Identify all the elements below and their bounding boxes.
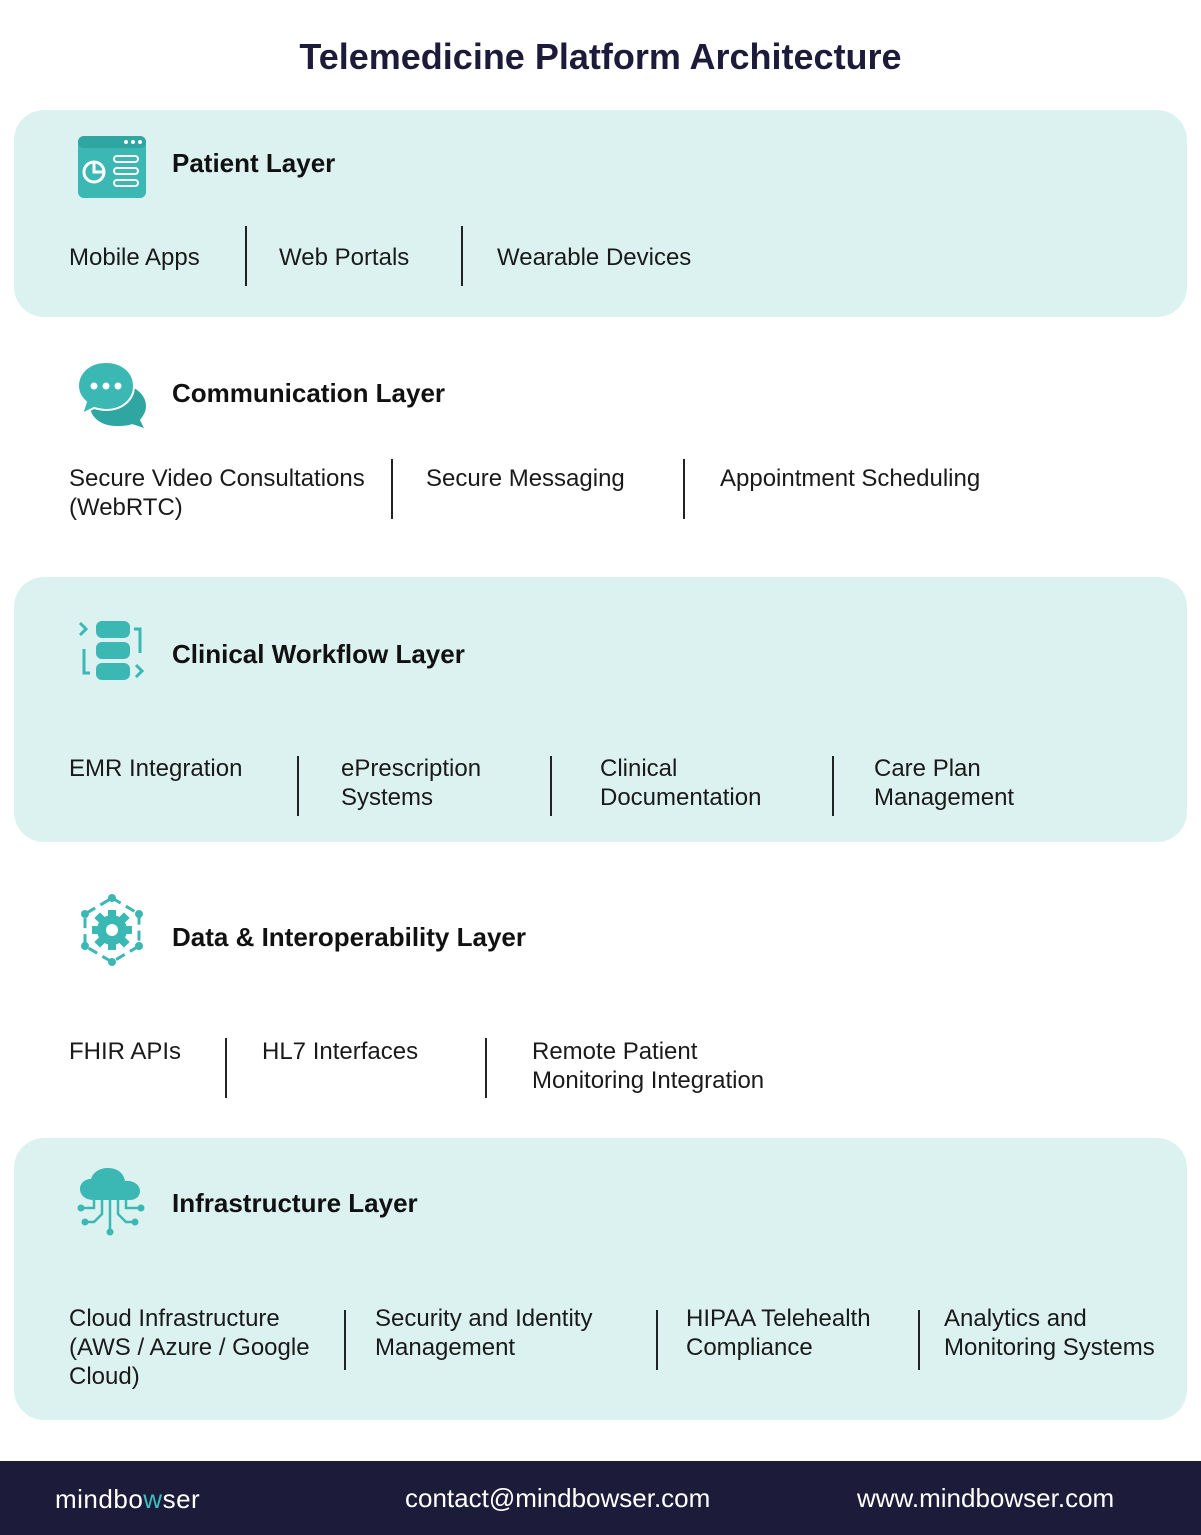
divider xyxy=(550,756,552,816)
patient-layer xyxy=(14,110,1187,317)
layer-item: HL7 Interfaces xyxy=(262,1038,419,1065)
layer-item: Appointment Scheduling xyxy=(720,465,981,492)
divider xyxy=(918,1310,920,1370)
layer-item: Analytics and Monitoring Systems xyxy=(944,1305,1155,1361)
divider xyxy=(297,756,299,816)
dashboard-icon xyxy=(76,132,148,204)
divider xyxy=(245,226,247,286)
cloud-circuit-icon xyxy=(76,1166,148,1238)
layer-item: FHIR APIs xyxy=(69,1038,182,1065)
layer-title: Clinical Workflow Layer xyxy=(172,639,465,669)
layer-title: Patient Layer xyxy=(172,148,336,178)
divider xyxy=(656,1310,658,1370)
data-interoperability-layer xyxy=(14,870,1187,1115)
layer-item: Wearable Devices xyxy=(497,244,692,271)
layer-title: Communication Layer xyxy=(172,378,446,408)
footer xyxy=(0,1461,1201,1535)
database-sync-icon xyxy=(76,615,148,687)
communication-layer xyxy=(14,340,1187,550)
layer-item: EMR Integration xyxy=(69,755,243,782)
divider xyxy=(683,459,685,519)
website-link[interactable]: www.mindbowser.com xyxy=(857,1483,1115,1513)
divider xyxy=(344,1310,346,1370)
layer-item: Mobile Apps xyxy=(69,244,200,271)
clinical-workflow-layer xyxy=(14,577,1187,842)
layer-title: Data & Interoperability Layer xyxy=(172,922,526,952)
brand-logo xyxy=(55,1483,200,1515)
divider xyxy=(832,756,834,816)
layer-item: HIPAA Telehealth Compliance xyxy=(686,1305,871,1361)
layer-item: Cloud Infrastructure (AWS / Azure / Google Cloud) xyxy=(69,1305,310,1390)
divider xyxy=(461,226,463,286)
page-title: Telemedicine Platform Architecture xyxy=(299,36,902,77)
chat-bubbles-icon xyxy=(76,358,148,430)
divider xyxy=(391,459,393,519)
logo-part: mindbo xyxy=(55,1484,144,1514)
layer-item: Care Plan Management xyxy=(874,755,1015,811)
divider xyxy=(485,1038,487,1098)
logo-part: w xyxy=(143,1484,163,1514)
layer-item: Clinical Documentation xyxy=(600,755,762,811)
contact-email[interactable]: contact@mindbowser.com xyxy=(405,1483,711,1513)
gear-network-icon xyxy=(76,894,148,966)
layer-item: Remote Patient Monitoring Integration xyxy=(532,1038,765,1094)
divider xyxy=(225,1038,227,1098)
layer-title: Infrastructure Layer xyxy=(172,1188,418,1218)
layer-item: Secure Video Consultations (WebRTC) xyxy=(69,465,365,521)
layer-item: Secure Messaging xyxy=(426,465,625,492)
infrastructure-layer xyxy=(14,1138,1187,1420)
layer-item: Security and Identity Management xyxy=(375,1305,593,1361)
layer-item: Web Portals xyxy=(279,244,410,271)
logo-part: ser xyxy=(162,1484,201,1514)
layer-item: ePrescription Systems xyxy=(341,755,482,811)
